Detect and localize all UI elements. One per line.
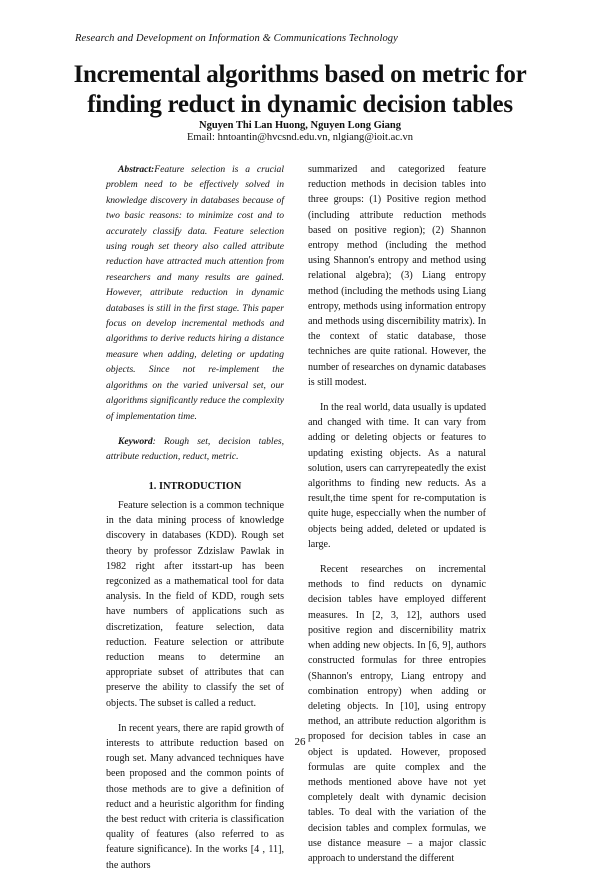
right-column <box>308 162 486 876</box>
right-paragraph-1: summarized and categorized feature reduction methods in decision tables into three groups: (1) Positive region method (including attribute reduction methods based on positive region); (2) Shannon entropy method (including the method using Shannon's entropy and method using relational algebra); (3) Liang entropy method (including the methods using Liang entropy, methods using information entropy and methods using discernibility matrix). In the context of static database, those techniches are quite rational. However, the number of researches on dynamic databases is still modest. <box>308 164 486 388</box>
right-paragraph-2: In the real world, data usually is updated and changed with time. It can vary from adding or deleting objects or features to updating existing objects. As a natural solution, users can carryrepeatedly the exist algorithms to finding new reducts. As a result,the time spent for re-computation is quite huge, especcially when the number of objects being added, deleted or updated is large. <box>308 402 486 550</box>
keywords <box>106 434 284 465</box>
right-paragraph-3: Recent researches on incremental methods to find reducts on dynamic decision tables have employed different measures. In [2, 3, 12], authors used positive region and discernibility matrix when adding new objects. In [6, 9], authors constructed formulas for three entropies (Shannon's entropy, Liang entropy and combination entropy) when adding or deleting objects. In [10], using entropy method, an attribute reduction algorithm is proposed for decision tables in case an object is updated. However, proposed formulas are quite complex and the methods mentioned above have not yet completely dealt with dynamic decision tables. To deal with the variation of the decision tables and complex formulas, we use distance measure – a major classic approach to understand the different <box>308 564 486 864</box>
page-number: 26 <box>294 736 306 748</box>
left-paragraph-1: Feature selection is a common technique in the data mining process of knowledge discovery in databases (KDD). Rough set theory by professor Zdzislaw Pawlak in 1982 right after itsstart-up has been regconized as a mathematical tool for data analysis. In the field of KDD, rough sets have numbers of applications such as discretization, feature selection, data reduction. Feature selection or attribute reduction means to determine an appropriate subset of attributes that can preserve the ability to classify the set of objects. The subset is called a reduct. <box>106 499 284 709</box>
keywords-text: : Rough set, decision tables, attribute reduction, reduct, metric. <box>106 435 284 463</box>
abstract <box>106 162 284 424</box>
left-paragraph-2: In recent years, there are rapid growth of interests to attribute reduction based on rough set. Many advanced techniques have been proposed and the common points of those methods are to give a definition of reduct and a heuristic algorithm for finding the best reduct with criteria is classification quality of features (also referred to as feature significance). In the works [4 , 11], the authors <box>106 722 284 871</box>
abstract-label: Abstract: <box>118 164 155 175</box>
title-line-1: Incremental algorithms based on metric for <box>73 61 527 88</box>
author-names: Nguyen Thi Lan Huong, Nguyen Long Giang <box>199 120 401 131</box>
paper-title <box>60 60 540 120</box>
author-email: Email: hntoantin@hvcsnd.edu.vn, nlgiang@ioit.ac.vn <box>186 132 414 143</box>
title-line-2: finding reduct in dynamic decision tables <box>87 91 513 118</box>
left-column <box>106 162 284 883</box>
running-header: Research and Development on Information & Communications Technology <box>75 33 398 44</box>
section-heading: 1. INTRODUCTION <box>148 480 242 492</box>
abstract-text: Feature selection is a crucial problem need to be effectively solved in knowledge discovery in databases because of two basic reasons: to minimize cost and to accurately classify data. Feature selection using rough set theory also called attribute reduction have attracted much attention from researchers and many results are gained. However, attribute reduction in dynamic databases is still in the first stage. This paper focus on develop incremental methods and algorithms to derive reducts hiring a distance measure when adding, deleting or updating objects. Since not re-implement the algorithms on the varied universal set, our algorithms significantly reduce the complexity of implementation time. <box>106 164 284 422</box>
keywords-label: Keyword <box>118 435 153 447</box>
